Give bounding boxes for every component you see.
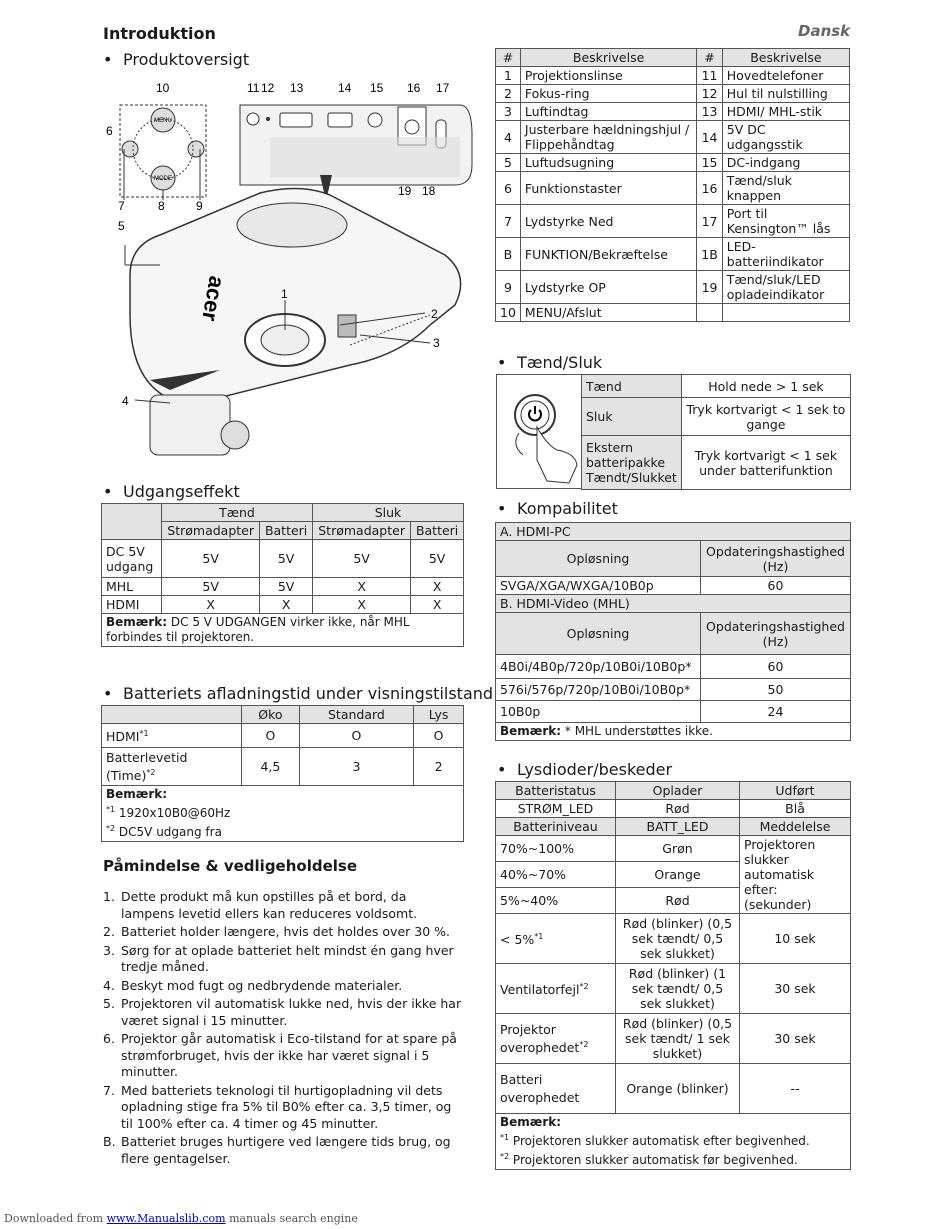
table-cell: DC-indgang <box>722 154 849 172</box>
table-row <box>496 238 850 271</box>
note-text: DC5V udgang fra <box>118 825 222 839</box>
table-header: Øko <box>242 706 300 724</box>
callout-number: 3 <box>433 336 440 350</box>
table-cell: 30 sek <box>740 1014 851 1064</box>
table-cell: Luftindtag <box>520 103 696 121</box>
compat-heading: • Kompabilitet <box>497 499 618 518</box>
table-cell: 50 <box>701 679 851 701</box>
output-heading: • Udgangseffekt <box>103 482 240 501</box>
table-cell: B <box>496 238 521 271</box>
callout-number: 14 <box>338 81 352 95</box>
output-subheader: Batteri <box>260 522 313 540</box>
table-row <box>496 304 850 322</box>
table-cell: -- <box>740 1064 851 1114</box>
compat-note <box>496 723 851 741</box>
callout-number: 11 <box>247 81 260 95</box>
output-group-on: Tænd <box>162 504 313 522</box>
table-cell: Projektor overophedet$^{*2}$ <box>496 1014 616 1064</box>
table-header: Opdateringshastighed (Hz) <box>701 613 851 655</box>
table-header: BATT_LED <box>616 818 740 836</box>
table-cell: STRØM_LED <box>496 800 616 818</box>
table-row <box>496 154 850 172</box>
table-cell: FUNKTION/Bekræftelse <box>520 238 696 271</box>
table-header: Udført <box>740 782 851 800</box>
callout-number: 13 <box>290 81 304 95</box>
table-cell: 40%~70% <box>496 862 616 888</box>
table-header: Beskrivelse <box>722 49 849 67</box>
table-cell: O <box>299 724 413 748</box>
table-cell: 1B <box>697 238 723 271</box>
table-header: # <box>496 49 521 67</box>
manualslib-link[interactable]: www.Manualslib.com <box>106 1212 226 1225</box>
table-cell: Rød <box>616 888 740 914</box>
table-cell: Rød (blinker) (1 sek tændt/ 0,5 sek slukket) <box>616 964 740 1014</box>
table-cell: 3 <box>496 103 521 121</box>
table-cell: Lydstyrke Ned <box>520 205 696 238</box>
note-label: Bemærk: <box>500 1115 562 1129</box>
footnote-mark: *2 <box>106 824 116 833</box>
table-cell: 10 <box>496 304 521 322</box>
table-cell: 4,5 <box>242 748 300 786</box>
table-cell: X <box>312 578 410 596</box>
table-cell: MENU/Afslut <box>520 304 696 322</box>
panel-label: MODE <box>154 176 172 182</box>
callout-number: 5 <box>118 219 125 233</box>
list-item: 2. Batteriet holder længere, hvis det holdes over 30 %. <box>103 924 450 939</box>
note-label: Bemærk: <box>106 615 168 629</box>
callout-number: 17 <box>436 81 450 95</box>
compat-section: B. HDMI-Video (MHL) <box>496 595 851 613</box>
table-cell: Rød (blinker) (0,5 sek tændt/ 1 sek slukket) <box>616 1014 740 1064</box>
leds-heading: • Lysdioder/beskeder <box>497 760 672 779</box>
callout-number: 1 <box>281 287 288 301</box>
table-cell: SVGA/XGA/WXGA/10B0p <box>496 577 701 595</box>
callout-number: 9 <box>196 199 203 213</box>
compat-table <box>495 522 851 741</box>
table-cell: 24 <box>701 701 851 723</box>
table-cell: 14 <box>697 121 723 154</box>
table-cell: Ventilatorfejl$^{*2}$ <box>496 964 616 1014</box>
table-cell: X <box>411 578 464 596</box>
panel-label: MENU <box>154 118 172 124</box>
table-cell: 5V <box>411 540 464 578</box>
discharge-note <box>102 786 464 842</box>
list-item: 1. Dette produkt må kun opstilles på et bord, da lampens levetid ellers kan reduceres voldsomt. <box>103 889 418 921</box>
discharge-table <box>101 705 464 842</box>
table-cell: 13 <box>697 103 723 121</box>
table-cell: 2 <box>414 748 464 786</box>
table-cell: < 5%$^{*1}$ <box>496 914 616 964</box>
note-text: Projektoren slukker automatisk før begivenhed. <box>512 1153 798 1167</box>
table-cell: 4B0i/4B0p/720p/10B0i/10B0p* <box>496 655 701 679</box>
table-header: Oplader <box>616 782 740 800</box>
table-cell: 30 sek <box>740 964 851 1014</box>
callout-number: 4 <box>122 394 129 408</box>
compat-section: A. HDMI-PC <box>496 523 851 541</box>
table-header: Opløsning <box>496 541 701 577</box>
list-item: 7. Med batteriets teknologi til hurtigopladning vil dets opladning stige fra 5% til B0% efter ca. 3,5 timer, og til 100% efter ca. 4 timer og 45 minutter. <box>103 1082 452 1131</box>
table-cell: 19 <box>697 271 723 304</box>
table-cell: 11 <box>697 67 723 85</box>
footnote-mark: *1 <box>106 805 116 814</box>
table-cell: Tænd/sluk knappen <box>722 172 849 205</box>
table-header: Lys <box>414 706 464 724</box>
back-panel-diagram <box>240 105 472 201</box>
maintenance-heading: Påmindelse & vedligeholdelse <box>103 857 358 875</box>
parts-table <box>495 48 850 322</box>
table-row <box>496 67 850 85</box>
table-row <box>496 103 850 121</box>
led-note <box>496 1114 851 1170</box>
table-cell: Rød (blinker) (0,5 sek tændt/ 0,5 sek slukket) <box>616 914 740 964</box>
table-cell: 10B0p <box>496 701 701 723</box>
table-cell: Hovedtelefoner <box>722 67 849 85</box>
table-cell: Batteri overophedet <box>496 1064 616 1114</box>
callout-number: 7 <box>118 199 125 213</box>
table-cell: 5V <box>162 578 260 596</box>
footnote-mark: *1 <box>500 1133 510 1142</box>
table-header: Batteristatus <box>496 782 616 800</box>
footnote-mark: *1 <box>139 729 149 739</box>
table-header: Beskrivelse <box>520 49 696 67</box>
power-instruction: Tryk kortvarigt < 1 sek to gange <box>681 398 850 436</box>
output-subheader: Batteri <box>411 522 464 540</box>
table-row <box>496 1064 851 1114</box>
list-item: B. Batteriet bruges hurtigere ved længere tids brug, og flere gentagelser. <box>103 1134 451 1166</box>
footer-suffix: manuals search engine <box>229 1212 358 1225</box>
output-subheader: Strømadapter <box>162 522 260 540</box>
table-row <box>496 121 850 154</box>
note-text: Projektoren slukker automatisk efter begivenhed. <box>512 1134 810 1148</box>
table-row <box>496 1014 851 1064</box>
discharge-heading: • Batteriets afladningstid under visningstilstand <box>103 684 493 703</box>
control-panel-diagram <box>120 105 206 200</box>
table-cell: Projektoren slukker automatisk efter: (sekunder) <box>740 836 851 914</box>
footnote-mark: *2 <box>146 767 156 777</box>
table-cell: MHL <box>102 578 162 596</box>
output-table <box>101 503 464 647</box>
output-note <box>102 614 464 647</box>
table-cell: X <box>260 596 313 614</box>
table-cell: Projektionslinse <box>520 67 696 85</box>
table-cell: 5V DC udgangsstik <box>722 121 849 154</box>
table-cell: 6 <box>496 172 521 205</box>
led-table <box>495 781 851 1170</box>
table-header: Opdateringshastighed (Hz) <box>701 541 851 577</box>
footer-prefix: Downloaded from <box>4 1212 104 1225</box>
table-row <box>496 205 850 238</box>
table-cell: HDMI <box>102 596 162 614</box>
callout-number: 18 <box>422 184 436 198</box>
table-row <box>496 964 851 1014</box>
note-text: 1920x10B0@60Hz <box>118 806 231 820</box>
power-instruction: Tryk kortvarigt < 1 sek under batterifunktion <box>681 436 850 490</box>
table-header: Standard <box>299 706 413 724</box>
callout-number: 12 <box>261 81 275 95</box>
table-header: Batteriniveau <box>496 818 616 836</box>
table-cell <box>102 706 242 724</box>
table-cell: Orange (blinker) <box>616 1064 740 1114</box>
table-cell: Port til Kensington™ lås <box>722 205 849 238</box>
footer <box>4 1212 358 1225</box>
table-cell: 5V <box>162 540 260 578</box>
table-cell <box>722 304 849 322</box>
table-row <box>496 271 850 304</box>
table-cell: 9 <box>496 271 521 304</box>
table-cell: 576i/576p/720p/10B0i/10B0p* <box>496 679 701 701</box>
table-cell: Blå <box>740 800 851 818</box>
power-instruction: Hold nede > 1 sek <box>681 375 850 398</box>
table-cell: 12 <box>697 85 723 103</box>
list-item: 6. Projektor går automatisk i Eco-tilstand for at spare på strømforbruget, hvis der ikke har været signal i 5 minutter. <box>103 1031 457 1079</box>
table-cell: Orange <box>616 862 740 888</box>
projector-diagram <box>100 75 475 480</box>
callout-number: 19 <box>398 184 412 198</box>
table-cell: 60 <box>701 655 851 679</box>
brand-logo: acer <box>197 274 230 324</box>
table-header: # <box>697 49 723 67</box>
table-cell: 5V <box>312 540 410 578</box>
table-cell: HDMI/ MHL-stik <box>722 103 849 121</box>
table-cell: Grøn <box>616 836 740 862</box>
callout-number: 6 <box>106 124 113 138</box>
table-cell: 7 <box>496 205 521 238</box>
table-cell: Justerbare hældningshjul / Flippehåndtag <box>520 121 696 154</box>
table-cell: 5V <box>260 578 313 596</box>
power-action: Sluk <box>582 398 682 436</box>
page-title: Introduktion <box>103 24 216 43</box>
table-cell: O <box>242 724 300 748</box>
table-cell: 10 sek <box>740 914 851 964</box>
table-cell: Luftudsugning <box>520 154 696 172</box>
table-cell: Rød <box>616 800 740 818</box>
note-label: Bemærk: <box>106 787 168 801</box>
table-header: Meddelelse <box>740 818 851 836</box>
note-text: * MHL understøttes ikke. <box>564 724 713 738</box>
callout-number: 2 <box>431 307 438 321</box>
power-action: Tænd <box>582 375 682 398</box>
table-row <box>496 914 851 964</box>
table-header: Opløsning <box>496 613 701 655</box>
table-cell: 1 <box>496 67 521 85</box>
table-cell: Funktionstaster <box>520 172 696 205</box>
table-cell: 17 <box>697 205 723 238</box>
callout-number: 10 <box>156 81 170 95</box>
table-row <box>496 172 850 205</box>
table-cell: 4 <box>496 121 521 154</box>
table-cell: 16 <box>697 172 723 205</box>
table-cell: X <box>411 596 464 614</box>
table-cell: Lydstyrke OP <box>520 271 696 304</box>
power-action: Ekstern batteripakke Tændt/Slukket <box>582 436 682 490</box>
list-item: 3. Sørg for at oplade batteriet helt mindst én gang hver tredje måned. <box>103 942 454 974</box>
table-cell: 5 <box>496 154 521 172</box>
table-cell: 70%~100% <box>496 836 616 862</box>
note-label: Bemærk: <box>500 724 562 738</box>
table-cell: LED-batteriindikator <box>722 238 849 271</box>
table-cell: X <box>162 596 260 614</box>
table-cell: DC 5V udgang <box>102 540 162 578</box>
language-label: Dansk <box>798 22 851 40</box>
footnote-mark: *2 <box>500 1152 510 1161</box>
table-cell: Hul til nulstilling <box>722 85 849 103</box>
table-cell: Fokus-ring <box>520 85 696 103</box>
table-cell: 15 <box>697 154 723 172</box>
table-cell: 2 <box>496 85 521 103</box>
table-cell: 60 <box>701 577 851 595</box>
overview-heading: • Produktoversigt <box>103 50 249 69</box>
callout-number: 16 <box>407 81 421 95</box>
output-subheader: Strømadapter <box>312 522 410 540</box>
table-cell: O <box>414 724 464 748</box>
table-cell: Batterlevetid (Time) <box>106 749 188 784</box>
table-cell: 5%~40% <box>496 888 616 914</box>
projector-body <box>125 188 461 455</box>
list-item: 5. Projektoren vil automatisk lukke ned, hvis der ikke har været signal i 15 minutter. <box>103 996 462 1028</box>
table-cell: X <box>312 596 410 614</box>
power-heading: • Tænd/Sluk <box>497 353 602 372</box>
maintenance-list <box>103 889 463 1169</box>
output-group-off: Sluk <box>312 504 463 522</box>
table-cell: Tænd/sluk/LED opladeindikator <box>722 271 849 304</box>
list-item: 4. Beskyt mod fugt og nedbrydende materialer. <box>103 977 403 993</box>
callout-number: 15 <box>370 81 384 95</box>
table-cell <box>697 304 723 322</box>
power-table <box>581 374 851 490</box>
table-cell: 3 <box>299 748 413 786</box>
table-cell: 5V <box>260 540 313 578</box>
callout-number: 8 <box>158 199 165 213</box>
table-cell: HDMI <box>106 729 140 745</box>
note-text: DC 5 V UDGANGEN virker ikke, når MHL forbindes til projektoren. <box>106 615 410 644</box>
power-button-illustration <box>496 374 581 489</box>
table-row <box>496 85 850 103</box>
